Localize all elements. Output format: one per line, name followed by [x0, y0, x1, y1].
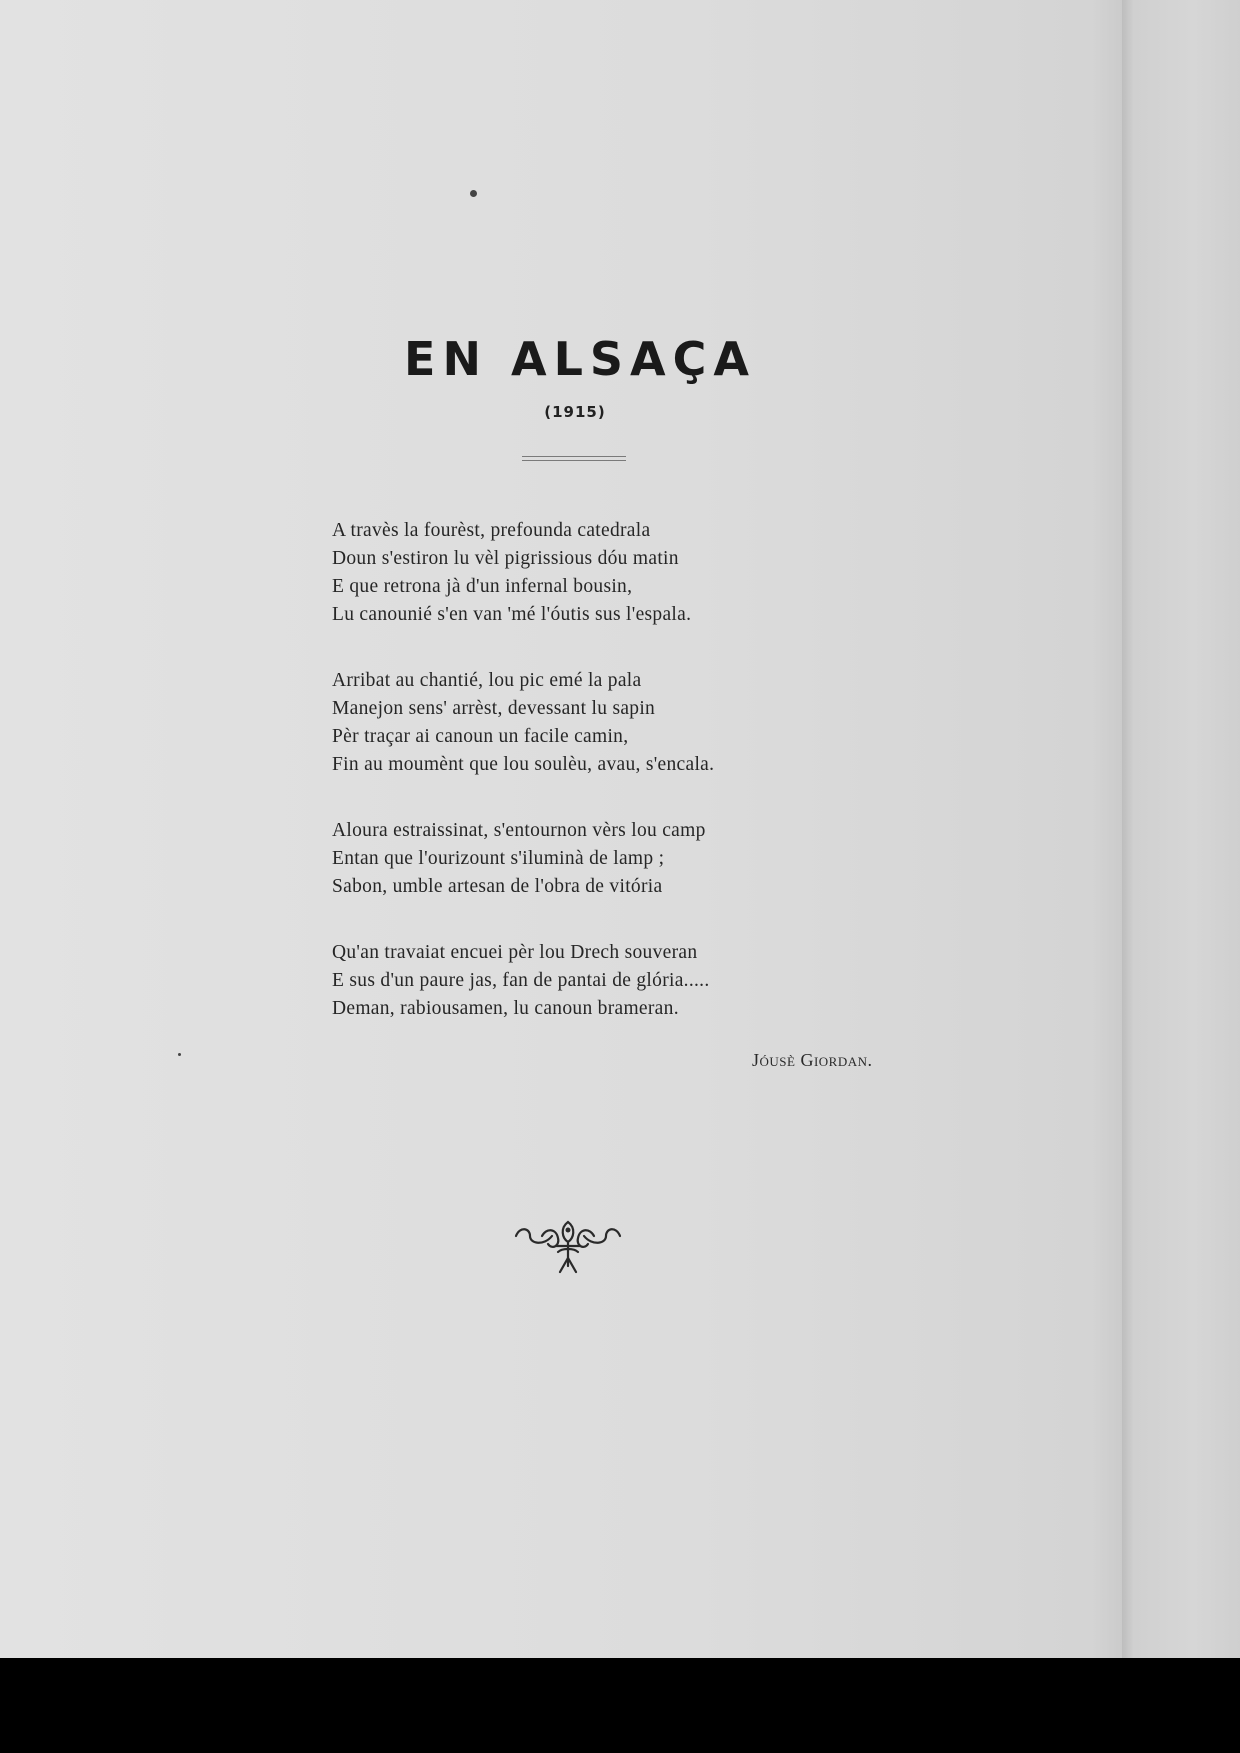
ink-speck — [470, 190, 477, 197]
fleuron-ornament-icon — [512, 1216, 624, 1278]
verse-line: Manejon sens' arrèst, devessant lu sapin — [332, 698, 656, 719]
poem-year: (1915) — [544, 403, 606, 421]
stanza — [332, 939, 932, 1023]
stanza — [332, 817, 932, 901]
verse-line: Pèr traçar ai canoun un facile camin, — [332, 726, 629, 747]
verse-line: E que retrona jà d'un infernal bousin, — [332, 576, 633, 597]
author-signature: Jóusè Giordan. — [752, 1050, 873, 1070]
verse-line: Doun s'estiron lu vèl pigrissious dóu matin — [332, 548, 679, 569]
verse-line: Qu'an travaiat encuei pèr lou Drech souveran — [332, 942, 698, 963]
verse-line: Lu canounié s'en van 'mé l'óutis sus l'espala. — [332, 604, 692, 625]
verse-line: A travès la fourèst, prefounda catedrala — [332, 520, 651, 541]
verse-line: Aloura estraissinat, s'entournon vèrs lou camp — [332, 820, 706, 841]
verse-line: Deman, rabiousamen, lu canoun brameran. — [332, 998, 679, 1019]
ink-speck — [178, 1053, 181, 1056]
verse-line: Fin au moumènt que lou soulèu, avau, s'encala. — [332, 754, 715, 775]
stanza — [332, 667, 932, 779]
page-fold-shadow — [1122, 0, 1240, 1658]
verse-line: Arribat au chantié, lou pic emé la pala — [332, 670, 642, 691]
title-rule — [522, 456, 626, 461]
verse-line: E sus d'un paure jas, fan de pantai de glória..... — [332, 970, 710, 991]
verse-line: Entan que l'ourizount s'iluminà de lamp ; — [332, 848, 665, 869]
poem-title: EN ALSAÇA — [404, 332, 756, 386]
poem-body — [332, 517, 932, 1061]
verse-line: Sabon, umble artesan de l'obra de vitória — [332, 876, 663, 897]
stanza — [332, 517, 932, 629]
